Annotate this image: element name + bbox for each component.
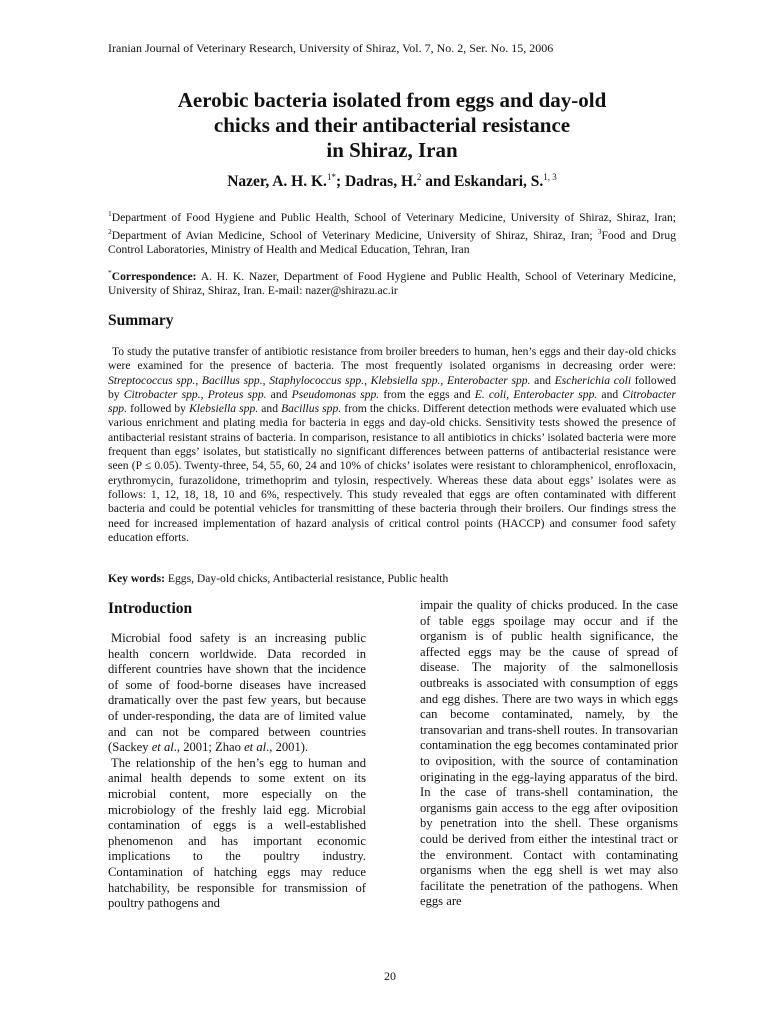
summary-body	[108, 345, 676, 545]
organism-name: Staphylococcus spp.	[269, 373, 365, 387]
citation-et-al: et al	[244, 740, 267, 755]
summary-text: followed by	[127, 402, 190, 416]
author-1-sup: 1*	[326, 172, 336, 182]
summary-text: and	[258, 402, 282, 416]
title-line-2: chicks and their antibacterial resistance	[213, 113, 571, 137]
paper-title	[108, 88, 676, 163]
affiliation-1: Department of Food Hygiene and Public Health, School of Veterinary Medicine, University of Shiraz, Shiraz, Iran;	[111, 210, 676, 224]
summary-heading: Summary	[108, 312, 174, 329]
organism-name: Klebsiella spp.	[189, 402, 259, 416]
page-number: 20	[384, 969, 396, 983]
summary-text: ,	[506, 387, 514, 401]
summary-text: and	[266, 387, 292, 401]
correspondence-text: A. H. K. Nazer, Department of Food Hygiene and Public Health, School of Veterinary Medicine, University of Shiraz, Shiraz, Iran. E-mail: nazer@shirazu.ac.ir	[108, 269, 676, 298]
intro-text: ., 2001; Zhao	[173, 740, 245, 755]
author-1: Nazer, A. H. K.	[227, 173, 327, 191]
summary-text: from the eggs and	[379, 387, 475, 401]
summary-text: ,	[364, 373, 371, 387]
organism-name: Bacillus spp.	[201, 373, 263, 387]
organism-name: Escherichia coli	[554, 373, 632, 387]
summary-text: To study the putative transfer of antibiotic resistance from broiler breeders to human, hen’s eggs and their day-old chicks were examined for the presence of bacteria. The most frequently isolated organisms in decreasing order were:	[108, 345, 676, 373]
affiliation-2-sup: 2	[108, 227, 112, 237]
citation-et-al: et al	[151, 740, 174, 755]
intro-text: Microbial food safety is an increasing public health concern worldwide. Data recorded in different countries have shown that the incidence of some of food-borne diseases have increased dramatically over the past few years, but because of under-responding, the data are of limited value and can not be compared between countries (Sackey	[108, 631, 366, 755]
author-list	[108, 172, 676, 191]
summary-text: ,	[262, 373, 270, 387]
affiliation-3: Food and Drug Control Laboratories, Ministry of Health and Medical Education, Tehran, Iran	[108, 229, 676, 257]
correspondence-label: Correspondence:	[111, 269, 197, 283]
keywords-label: Key words:	[108, 572, 165, 585]
organism-name: Pseudomonas spp.	[291, 387, 380, 401]
summary-text: from the chicks. Different detection methods were evaluated which use various enrichment and plating media for bacteria in eggs and day-old chicks. Sensitivity tests showed the presence of antibacterial resistant strains of bacteria. In comparison, resistance to all antibiotics in chicks’ isolated bacteria were more frequent than eggs’ isolates, but statistically no significant differences between patterns of antibacterial resistance were seen (P ≤ 0.05). Twenty-three, 54, 55, 60, 24 and 10% of chicks’ isolates were resistant to chloramphenicol, enrofloxacin, erythromycin, furazolidone, trimethoprim and tylosin, respectively. Whereas these data about eggs’ isolates were as follows: 1, 12, 18, 18, 10 and 6%, respectively. This study revealed that eggs are often contaminated with different bacteria and could be potential vehicles for transmitting of these bacteria through their broilers. Our findings stress the need for increased implementation of hazard analysis of critical control points (HACCP) and consumer food safety education efforts.	[108, 402, 676, 544]
organism-name: Enterobacter spp.	[447, 373, 531, 387]
author-2-sup: 2	[416, 172, 422, 182]
affiliation-3-sup: 3	[597, 227, 602, 237]
intro-text: ., 2001).	[266, 740, 309, 755]
intro-paragraph-1	[108, 631, 366, 754]
introduction-left-column	[108, 631, 366, 912]
title-line-1: Aerobic bacteria isolated from eggs and day-old	[177, 88, 607, 112]
organism-name: E. coli	[474, 387, 507, 401]
affiliation-2: Department of Avian Medicine, School of Veterinary Medicine, University of Shiraz, Shiraz, Iran;	[111, 229, 598, 243]
keywords	[108, 572, 676, 585]
summary-text: ,	[195, 373, 202, 387]
introduction-right-column: impair the quality of chicks produced. In the case of table eggs spoilage may occur and if the organism is of public health significance, the affected eggs may be the cause of spread of disease. The majority of the salmonellosis outbreaks is associated with consumption of eggs and egg dishes. There are two ways in which eggs can become contaminated, namely, by the transovarian and trans-shell routes. In transovarian contamination the egg becomes contaminated prior to oviposition, with the source of contamination originating in the egg-laying apparatus of the bird. In the case of trans-shell contamination, the organisms gain access to the egg after oviposition by penetration into the shell. These organisms could be derived from either the intestinal tract or the environment. Contact with contaminating organisms when the egg shell is wet may also facilitate the penetration of the pathogens. When eggs are	[420, 598, 678, 909]
organism-name: Enterobacter spp.	[513, 387, 598, 401]
summary-text: and	[597, 387, 623, 401]
author-2: ; Dadras, H.	[335, 173, 417, 191]
organism-name: Citrobacter spp.	[108, 387, 677, 416]
organism-name: Bacillus spp.	[281, 402, 342, 416]
intro-paragraph-2: The relationship of the hen’s egg to human and animal health depends to some extent on its microbial content, more especially on the microbiology of the freshly laid egg. Microbial contamination of eggs is a well-established phenomenon and has important economic implications to the poultry industry. Contamination of hatching eggs may reduce hatchability, be responsible for transmission of poultry pathogens and	[108, 755, 366, 911]
organism-name: Citrobacter spp.	[123, 387, 201, 401]
summary-text: ,	[440, 373, 448, 387]
correspondence	[108, 266, 676, 298]
organism-name: Klebsiella spp.	[370, 373, 441, 387]
author-3-sup: 1, 3	[543, 172, 557, 182]
correspondence-mark: *	[108, 268, 112, 277]
organism-name: Streptococcus spp.	[108, 373, 196, 387]
summary-text: and	[530, 373, 555, 387]
summary-text: ,	[200, 387, 208, 401]
introduction-heading: Introduction	[108, 600, 193, 617]
keywords-text: Eggs, Day-old chicks, Antibacterial resistance, Public health	[165, 572, 449, 585]
affiliation-1-sup: 1	[108, 209, 112, 218]
summary-text: followed by	[108, 373, 677, 401]
author-3: and Eskandari, S.	[421, 173, 544, 191]
journal-header: Iranian Journal of Veterinary Research, University of Shiraz, Vol. 7, No. 2, Ser. No. 15, 2006	[108, 41, 554, 55]
title-line-3: in Shiraz, Iran	[326, 138, 458, 162]
organism-name: Proteus spp.	[207, 387, 267, 401]
affiliations	[108, 207, 676, 258]
